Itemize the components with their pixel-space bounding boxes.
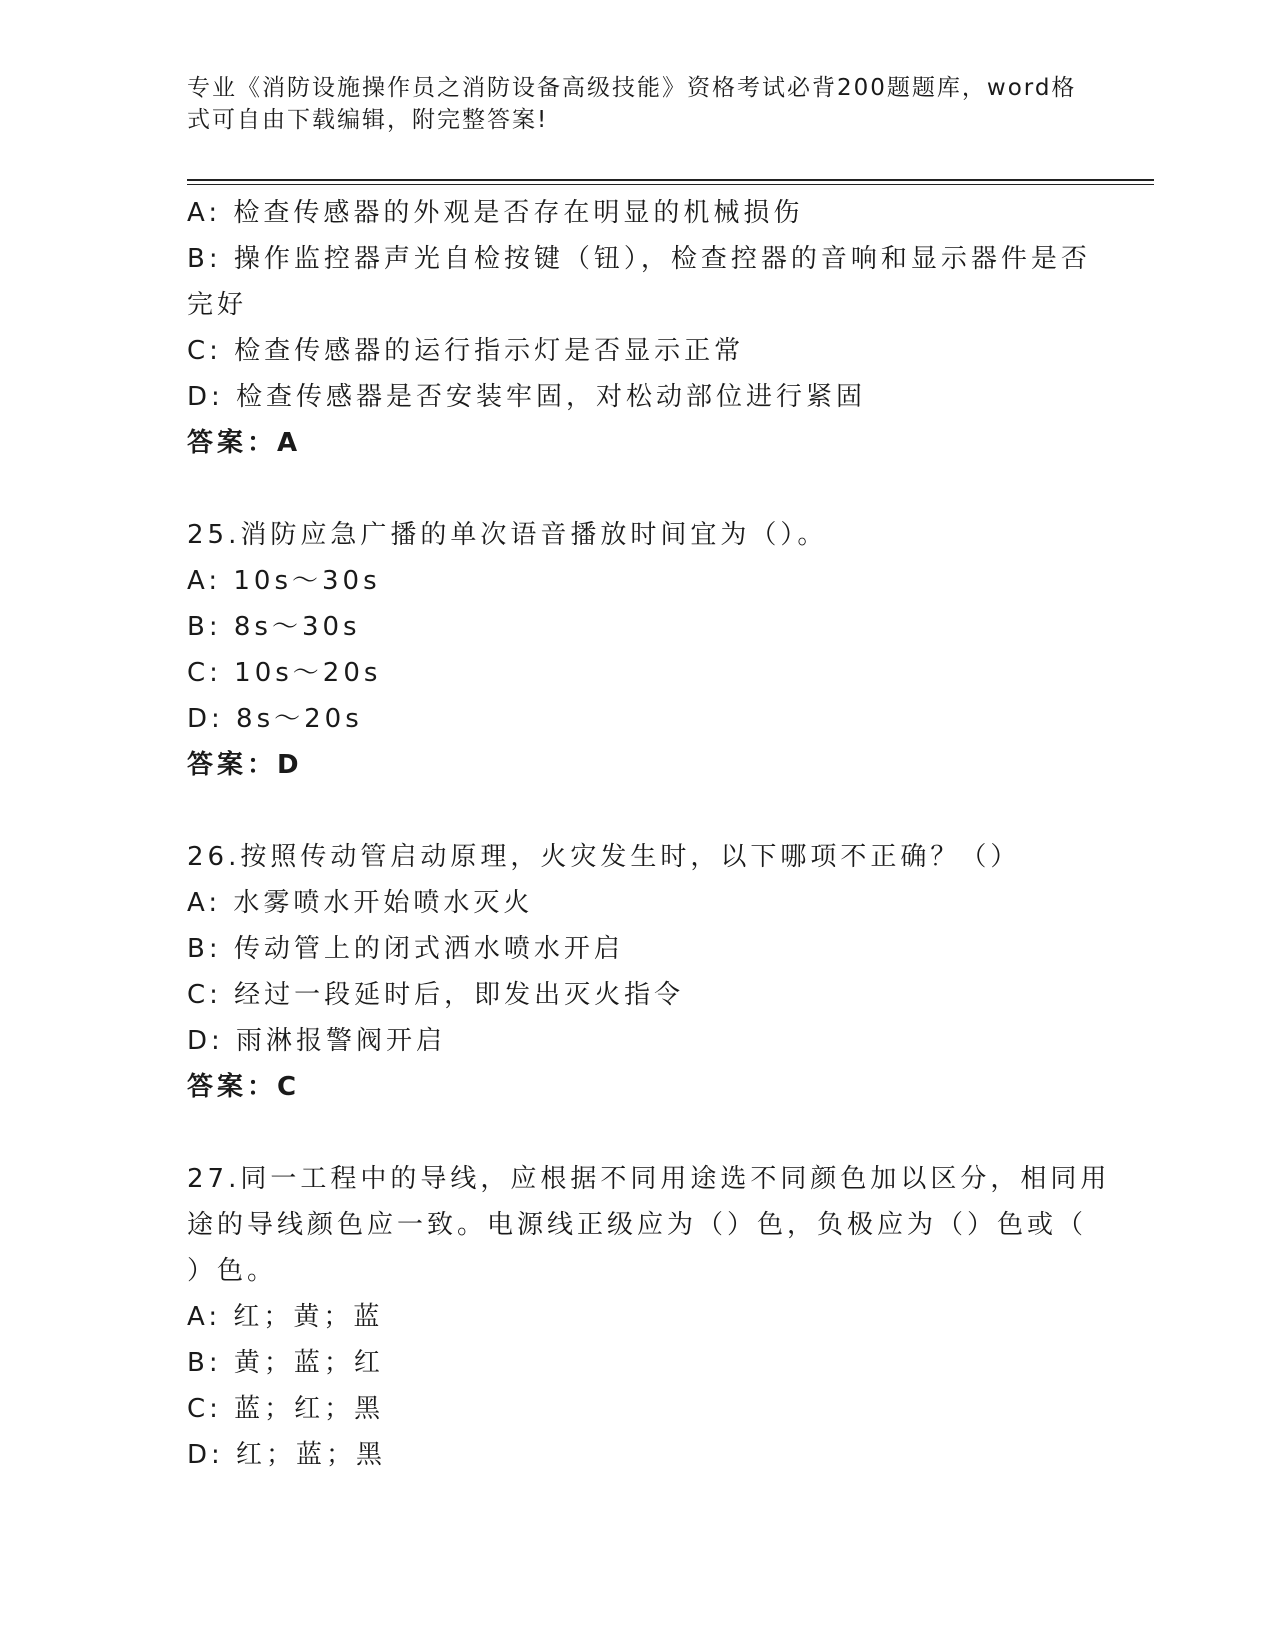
- question-text-line-2: 途的导线颜色应一致。电源线正级应为（）色，负极应为（）色或（: [187, 1210, 1088, 1240]
- option-c: C: 蓝；红；黑: [187, 1394, 385, 1424]
- option-b: B: 传动管上的闭式洒水喷水开启: [187, 934, 624, 964]
- question-text-line-3: ）色。: [187, 1256, 278, 1286]
- answer: 答案：D: [187, 750, 303, 780]
- option-b: B: 黄；蓝；红: [187, 1348, 384, 1378]
- question-27: [187, 1156, 1111, 1478]
- option-b: B: 操作监控器声光自检按键（钮），检查控器的音响和显示器件是否: [187, 244, 1091, 274]
- spacer: [187, 1110, 1087, 1156]
- question-list: [187, 190, 1111, 1478]
- header-divider-thick: [187, 179, 1154, 181]
- question-text: 26.按照传动管启动原理，火灾发生时，以下哪项不正确？（）: [187, 842, 1021, 872]
- option-a: A: 水雾喷水开始喷水灭火: [187, 888, 534, 918]
- answer: 答案：C: [187, 1072, 301, 1102]
- header-divider-thin: [187, 184, 1154, 185]
- option-d: D: 8s～20s: [187, 704, 363, 734]
- spacer: [187, 466, 1087, 512]
- option-a: A: 红；黄；蓝: [187, 1302, 384, 1332]
- option-c: C: 经过一段延时后，即发出灭火指令: [187, 980, 685, 1010]
- question-text: 25.消防应急广播的单次语音播放时间宜为（）。: [187, 520, 828, 550]
- question-26: [187, 834, 1087, 1110]
- spacer: [187, 788, 1087, 834]
- option-d: D: 雨淋报警阀开启: [187, 1026, 447, 1056]
- option-d: D: 检查传感器是否安装牢固，对松动部位进行紧固: [187, 382, 867, 412]
- header-line-2: 式可自由下载编辑，附完整答案!: [187, 107, 549, 133]
- option-b: B: 8s～30s: [187, 612, 361, 642]
- option-a: A: 10s～30s: [187, 566, 381, 596]
- question-text-line-1: 27.同一工程中的导线，应根据不同用途选不同颜色加以区分，相同用: [187, 1164, 1111, 1194]
- document-header: [187, 72, 1077, 136]
- option-c: C: 检查传感器的运行指示灯是否显示正常: [187, 336, 745, 366]
- question-25: [187, 512, 1087, 788]
- option-d: D: 红；蓝；黑: [187, 1440, 387, 1470]
- header-line-1: 专业《消防设施操作员之消防设备高级技能》资格考试必背200题题库，word格: [187, 75, 1077, 101]
- option-c: C: 10s～20s: [187, 658, 382, 688]
- answer: 答案：A: [187, 428, 302, 458]
- option-a: A: 检查传感器的外观是否存在明显的机械损伤: [187, 198, 804, 228]
- option-b-continued: 完好: [187, 290, 248, 320]
- question-24: [187, 190, 1091, 466]
